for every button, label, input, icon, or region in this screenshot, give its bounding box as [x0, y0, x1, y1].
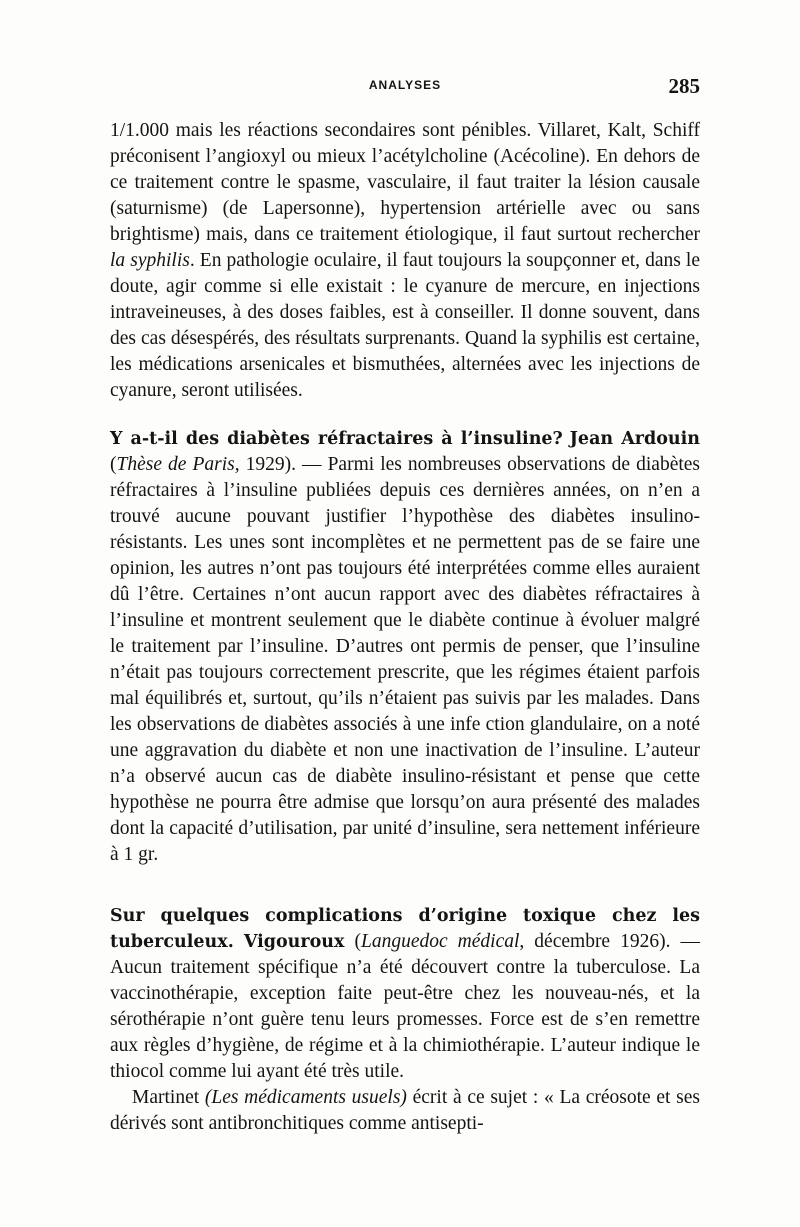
- running-title: ANALYSES: [368, 78, 442, 92]
- article-author: Jean Ardouin: [569, 429, 700, 449]
- article-tuberculosis: [110, 903, 700, 1085]
- source-close: , 1929).: [234, 454, 297, 475]
- article-source: Languedoc médical: [360, 931, 520, 952]
- italic-term: la syphilis: [110, 250, 190, 271]
- body-text: [110, 118, 700, 1137]
- article-title: Y a-t-il des diabètes réfractaires à l’insuline?: [110, 429, 563, 449]
- article-source: Thèse de Paris: [116, 454, 235, 475]
- paragraph-text-rest: écrit à ce sujet : « La créosote et ses dérivés sont antibronchitiques comme antisepti-: [110, 1087, 700, 1134]
- paragraph-martinet: [110, 1085, 700, 1137]
- article-author: Vigouroux: [243, 932, 345, 952]
- paragraph-continuation: [110, 118, 700, 404]
- article-title: Sur quelques complications d’origine toxique chez les tuberculeux.: [110, 906, 700, 952]
- paragraph-text: 1/1.000 mais les réactions secondaires sont pénibles. Villaret, Kalt, Schiff préconisent l’angioxyl ou mieux l’acétylcholine (Acécoline). En dehors de ce traitement contre le spasme, vasculaire, il faut traiter la lésion causale (saturnisme) (de Lapersonne), hypertension artérielle avec ou sans brightisme) mais, dans ce traitement étiologique, il faut surtout rechercher: [110, 120, 700, 245]
- source-close: , décembre 1926).: [519, 931, 671, 952]
- paragraph-text: Martinet: [132, 1087, 205, 1108]
- page-number: 285: [668, 74, 700, 98]
- article-diabetes: [110, 426, 700, 868]
- article-body: — Parmi les nombreuses observations de diabètes réfractaires à l’insuline publiées depuis ces dernières années, on n’en a trouvé aucune pouvant justifier l’hypothèse des diabètes insulino-résistants. Les unes sont incomplètes et ne permettent pas de se faire une opinion, les autres n’ont pas toujours été interprétées comme elles auraient dû l’être. Certaines n’ont aucun rapport avec des diabètes réfractaires à l’insuline et montrent seulement que le diabète continue à évoluer malgré le traitement par l’insuline. D’autres ont permis de penser, que l’insuline n’était pas toujours correctement prescrite, que les régimes étaient parfois mal équilibrés et, surtout, qu’ils n’étaient pas suivis par les malades. Dans les observations de diabètes associés à une infe ction glandulaire, on a noté une aggravation du diabète et non une inactivation de l’insuline. L’auteur n’a observé aucun cas de diabète insulino-résistant et pense que cette hypothèse ne pourra être admise que lorsqu’on aura présenté des malades dont la capacité d’utilisation, par unité d’insuline, sera nettement inférieure à 1 gr.: [110, 454, 701, 865]
- source-open: (: [110, 454, 117, 475]
- running-head: [110, 74, 700, 102]
- source-open: (: [354, 931, 361, 952]
- article-body: — Aucun traitement spécifique n’a été découvert contre la tuberculose. La vaccinothérapie, exception faite peut-être chez les nouveau-nés, et la sérothérapie n’ont guère tenu leurs promesses. Force est de s’en remettre aux règles d’hygiène, de régime et à la chimiothérapie. L’auteur indique le thiocol comme lui ayant été très utile.: [110, 931, 701, 1082]
- paragraph-text-rest: . En pathologie oculaire, il faut toujours la soupçonner et, dans le doute, agir comme si elle existait : le cyanure de mercure, en injections intraveineuses, à des doses faibles, est à conseiller. Il donne souvent, dans des cas désespérés, des résultats surprenants. Quand la syphilis est certaine, les médications arsenicales et bismuthées, alternées avec les injections de cyanure, seront utilisées.: [110, 250, 700, 401]
- italic-source: (Les médicaments usuels): [204, 1087, 407, 1108]
